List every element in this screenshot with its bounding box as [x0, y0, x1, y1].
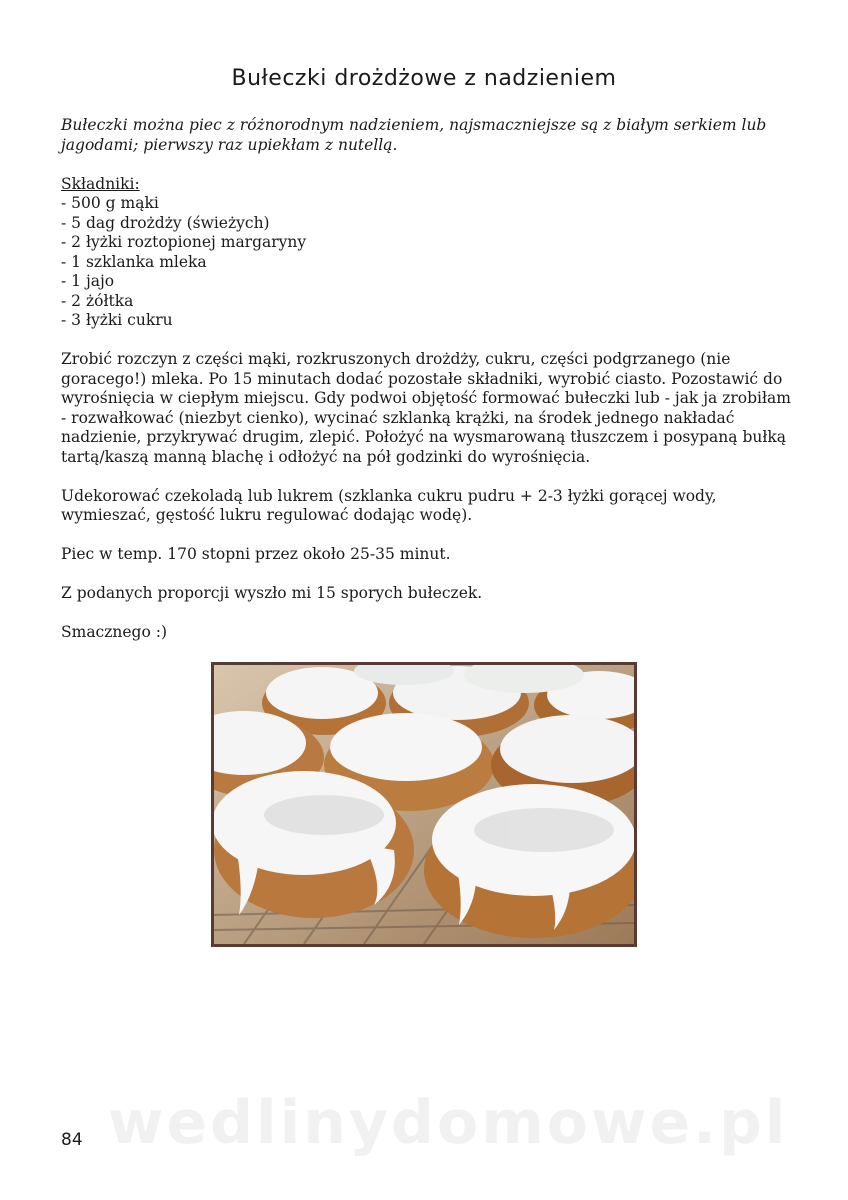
page-title: Bułeczki drożdżowe z nadzieniem — [231, 66, 617, 91]
ingredient-item: - 1 szklanka mleka — [61, 252, 207, 271]
buns-photo — [211, 662, 637, 947]
ingredient-item: - 2 żółtka — [61, 291, 134, 310]
ingredients-heading: Składniki: — [61, 174, 140, 193]
ingredient-item: - 500 g mąki — [61, 194, 159, 212]
recipe-body — [61, 116, 791, 643]
instructions-paragraph: Zrobić rozczyn z części mąki, rozkruszonych drożdży, cukru, części podgrzanego (nie goracego!) mleka. Po 15 minutach dodać pozostałe składniki, wyrobić ciasto. Pozostawić do wyrośnięcia w ciepłym miejscu. Gdy podwoi objętość formować bułeczki lub - jak ja zrobiłam - rozwałkować (niezbyt cienko), wycinać szklanką krążki, na środek jednego nakładać nadzienie, przykrywać drugim, zlepić. Położyć na wysmarowaną tłuszczem i posypaną bułką tartą/kaszą manną blachę i odłożyć na pół godzinki do wyrośnięcia. — [61, 350, 791, 466]
baking-paragraph: Piec w temp. 170 stopni przez około 25-35 minut. — [61, 545, 451, 563]
ingredient-item: - 1 jajo — [61, 272, 115, 290]
ingredient-item: - 5 dag drożdży (świeżych) — [61, 213, 270, 232]
iced-buns-image — [214, 665, 634, 944]
yield-paragraph: Z podanych proporcji wyszło mi 15 sporych bułeczek. — [61, 584, 483, 602]
closing-line: Smacznego :) — [61, 623, 168, 641]
watermark-text: wedlinydomowe.pl — [108, 1088, 789, 1158]
page-number: 84 — [61, 1130, 83, 1150]
recipe-intro: Bułeczki można piec z różnorodnym nadzieniem, najsmaczniejsze są z białym serkiem lub jagodami; pierwszy raz upiekłam z nutellą. — [61, 116, 767, 154]
decoration-paragraph: Udekorować czekoladą lub lukrem (szklanka cukru pudru + 2-3 łyżki gorącej wody, wymieszać, gęstość lukru regulować dodając wodę). — [61, 486, 717, 524]
ingredient-item: - 2 łyżki roztopionej margaryny — [61, 233, 307, 251]
ingredient-item: - 3 łyżki cukru — [61, 311, 173, 329]
